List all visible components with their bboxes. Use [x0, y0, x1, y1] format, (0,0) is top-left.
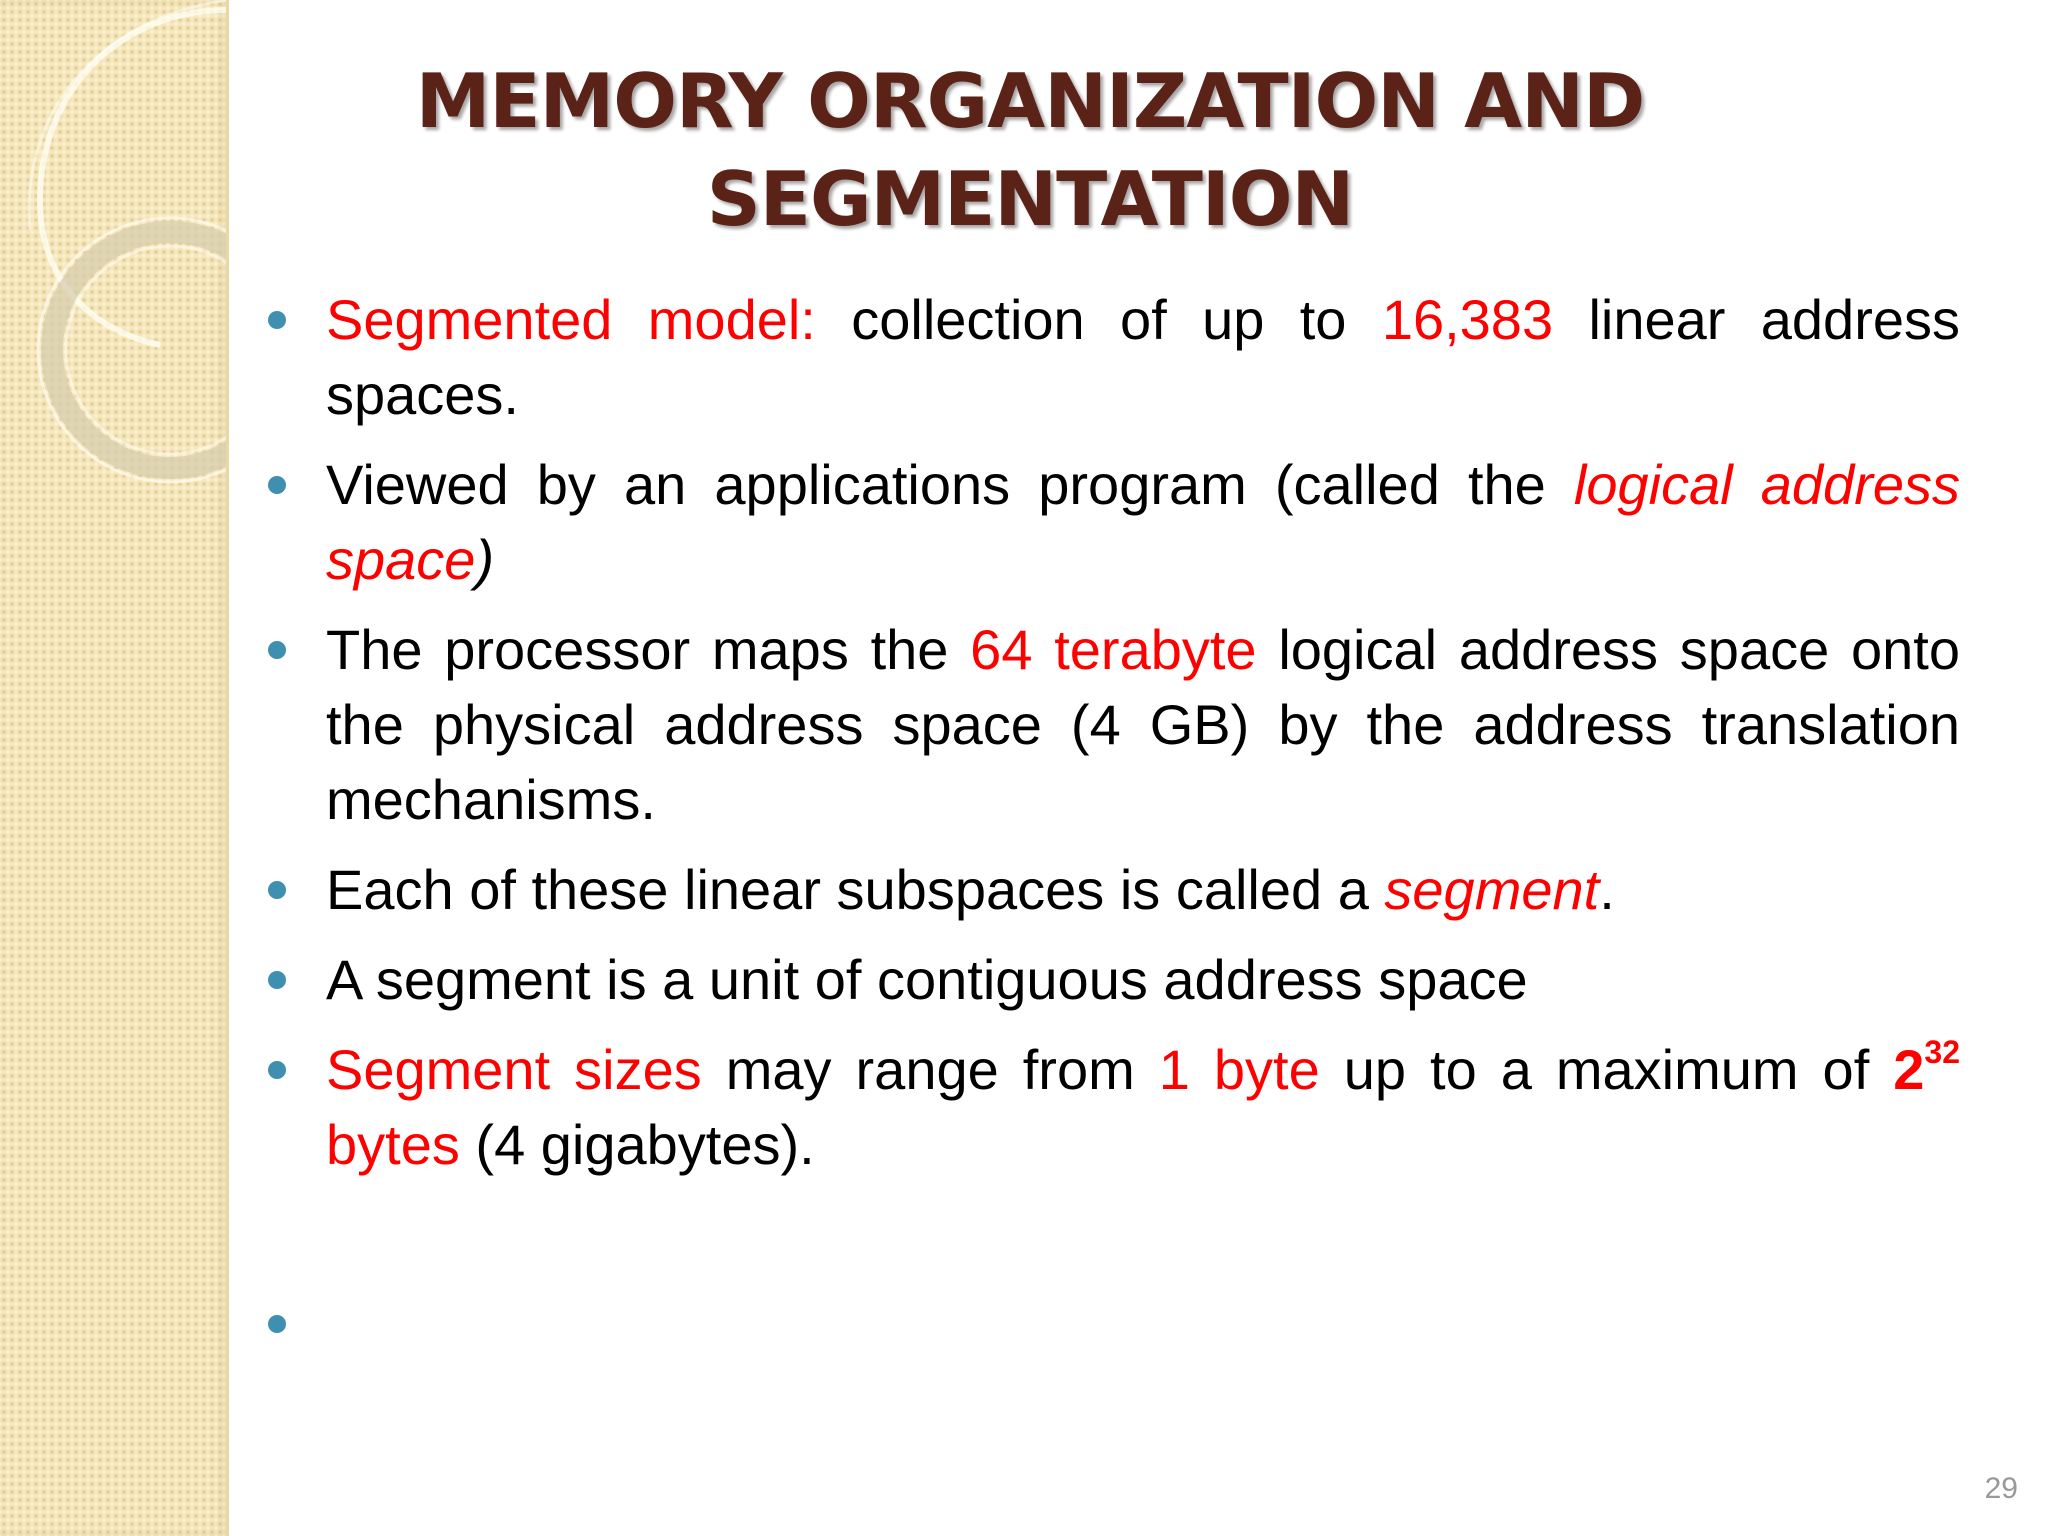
side-panel-edge: [226, 0, 229, 1536]
power-exponent: 32: [1924, 1034, 1960, 1070]
bullet-item: [268, 1032, 1960, 1182]
bullet-text: (4 gigabytes).: [459, 1113, 815, 1176]
bullet-icon: [268, 641, 286, 659]
bullet-text: Viewed by an applications program (called the: [326, 453, 1574, 516]
highlight-text: Segmented model:: [326, 288, 816, 351]
bullet-text: ): [475, 528, 495, 591]
bullet-item: [268, 612, 1960, 837]
slide-title: [300, 52, 1760, 248]
bullet-text: Each of these linear subspaces is called a: [326, 858, 1385, 921]
bullet-icon: [268, 476, 286, 494]
bullet-text: linear address spaces.: [326, 288, 1960, 426]
highlight-text: 64 terabyte: [970, 618, 1257, 681]
highlight-term: logical address space: [326, 453, 1960, 591]
bullet-text: up to a maximum of: [1319, 1038, 1894, 1101]
empty-bullet-icon: [268, 1315, 286, 1333]
bullet-icon: [268, 1061, 286, 1079]
bullet-list: [268, 282, 1960, 1197]
page-number: 29: [1984, 1472, 2018, 1505]
bullet-item: [268, 282, 1960, 432]
bullet-item: [268, 942, 1960, 1017]
bullet-item: [268, 447, 1960, 597]
highlight-text: bytes: [326, 1113, 460, 1176]
bullet-icon: [268, 311, 286, 329]
highlight-text: Segment sizes: [326, 1038, 702, 1101]
bullet-text: collection of up to: [815, 288, 1382, 351]
bullet-text: .: [1599, 858, 1615, 921]
bullet-text: may range from: [701, 1038, 1159, 1101]
bullet-text: logical address space onto the physical address space (4 GB) by the address translation mechanisms.: [326, 618, 1960, 831]
power-base: 2: [1893, 1038, 1925, 1101]
bullet-icon: [268, 971, 286, 989]
bullet-icon: [268, 881, 286, 899]
bullet-text: A segment is a unit of contiguous address space: [326, 948, 1528, 1011]
decorative-side-panel: [0, 0, 228, 1536]
bullet-item: [268, 852, 1960, 927]
bullet-text: The processor maps the: [326, 618, 971, 681]
highlight-text: 1 byte: [1158, 1038, 1320, 1101]
highlight-text: 16,383: [1381, 288, 1554, 351]
decorative-rings: [0, 0, 228, 1536]
slide-title-line1: MEMORY ORGANIZATION AND: [415, 57, 1645, 145]
slide-title-line2: SEGMENTATION: [706, 155, 1354, 243]
highlight-term: segment: [1384, 858, 1600, 921]
